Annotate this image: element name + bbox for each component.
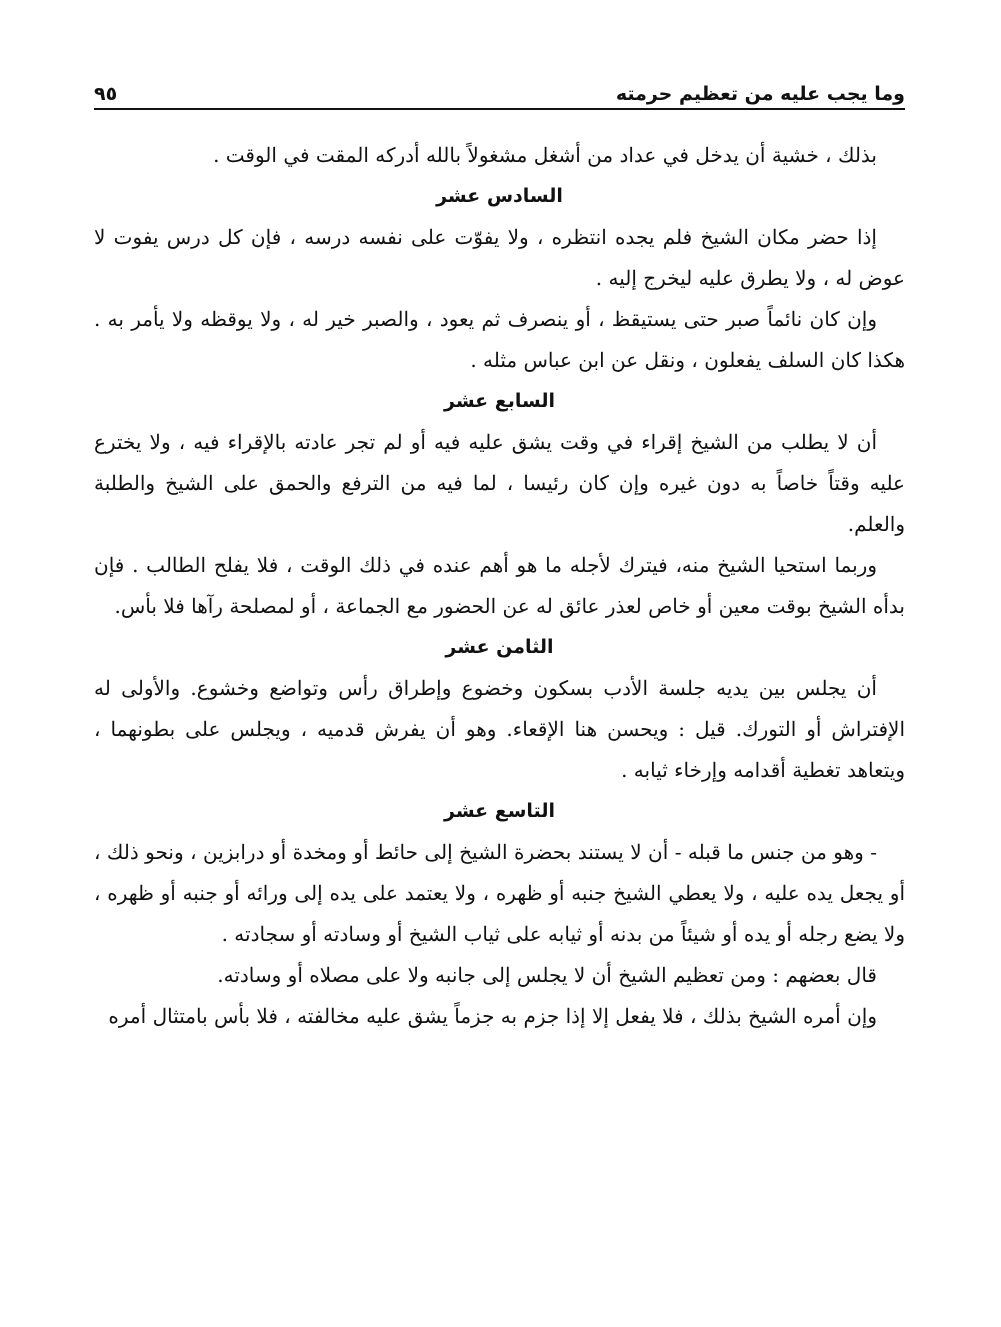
- paragraph: وإن كان نائماً صبر حتى يستيقظ ، أو ينصرف ثم يعود ، والصبر خير له ، ولا يوقظه ولا يأمر به . هكذا كان السلف يفعلون ، ونقل عن ابن عباس مثله .: [94, 307, 905, 372]
- section-heading: السادس عشر: [436, 185, 563, 207]
- section-16: [94, 176, 905, 381]
- running-header: [94, 68, 905, 110]
- section-18: [94, 627, 905, 791]
- running-header-title: وما يجب عليه من تعظيم حرمته: [615, 83, 905, 106]
- section-heading: التاسع عشر: [444, 800, 555, 822]
- paragraph: إذا حضر مكان الشيخ فلم يجده انتظره ، ولا يفوّت على نفسه درسه ، فإن كل درس يفوت لا عوض له ، ولا يطرق عليه ليخرج إليه .: [94, 225, 905, 290]
- section-17: [94, 381, 905, 627]
- page-number: ٩٥: [94, 83, 118, 106]
- intro-paragraph: بذلك ، خشية أن يدخل في عداد من أشغل مشغولاً بالله أدركه المقت في الوقت .: [213, 143, 877, 167]
- section-heading: السابع عشر: [444, 390, 555, 412]
- section-19: [94, 791, 905, 1037]
- page-body: [94, 135, 905, 1037]
- paragraph: أن لا يطلب من الشيخ إقراء في وقت يشق عليه فيه أو لم تجر عادته بالإقراء فيه ، ولا يخترع عليه وقتاً خاصاً به دون غيره وإن كان رئيسا ، لما فيه من الترفع والحمق على الشيخ والطلبة والعلم.: [94, 430, 905, 536]
- paragraph: - وهو من جنس ما قبله - أن لا يستند بحضرة الشيخ إلى حائط أو ومخدة أو درابزين ، ونحو ذلك ، أو يجعل يده عليه ، ولا يعطي الشيخ جنبه أو ظهره ، ولا يعتمد على يده إلى ورائه أو جنبه أو ظهره ، ولا يضع رجله أو يده أو شيئاً من بدنه أو ثيابه على ثياب الشيخ أو وسادته أو سجادته .: [94, 840, 905, 946]
- section-heading: الثامن عشر: [445, 636, 554, 658]
- paragraph: وإن أمره الشيخ بذلك ، فلا يفعل إلا إذا جزم به جزماً يشق عليه مخالفته ، فلا بأس بامتثال أمره: [108, 1004, 877, 1028]
- paragraph: أن يجلس بين يديه جلسة الأدب بسكون وخضوع وإطراق رأس وتواضع وخشوع. والأولى له الإفتراش أو التورك. قيل : ويحسن هنا الإقعاء. وهو أن يفرش قدميه ، ويجلس على بطونهما ، ويتعاهد تغطية أقدامه وإرخاء ثيابه .: [94, 676, 905, 782]
- paragraph: قال بعضهم : ومن تعظيم الشيخ أن لا يجلس إلى جانبه ولا على مصلاه أو وسادته.: [217, 963, 877, 987]
- paragraph: وربما استحيا الشيخ منه، فيترك لأجله ما هو أهم عنده في ذلك الوقت ، فلا يفلح الطالب . فإن بدأه الشيخ بوقت معين أو خاص لعذر عائق له عن الحضور مع الجماعة ، أو لمصلحة رآها فلا بأس.: [94, 553, 905, 618]
